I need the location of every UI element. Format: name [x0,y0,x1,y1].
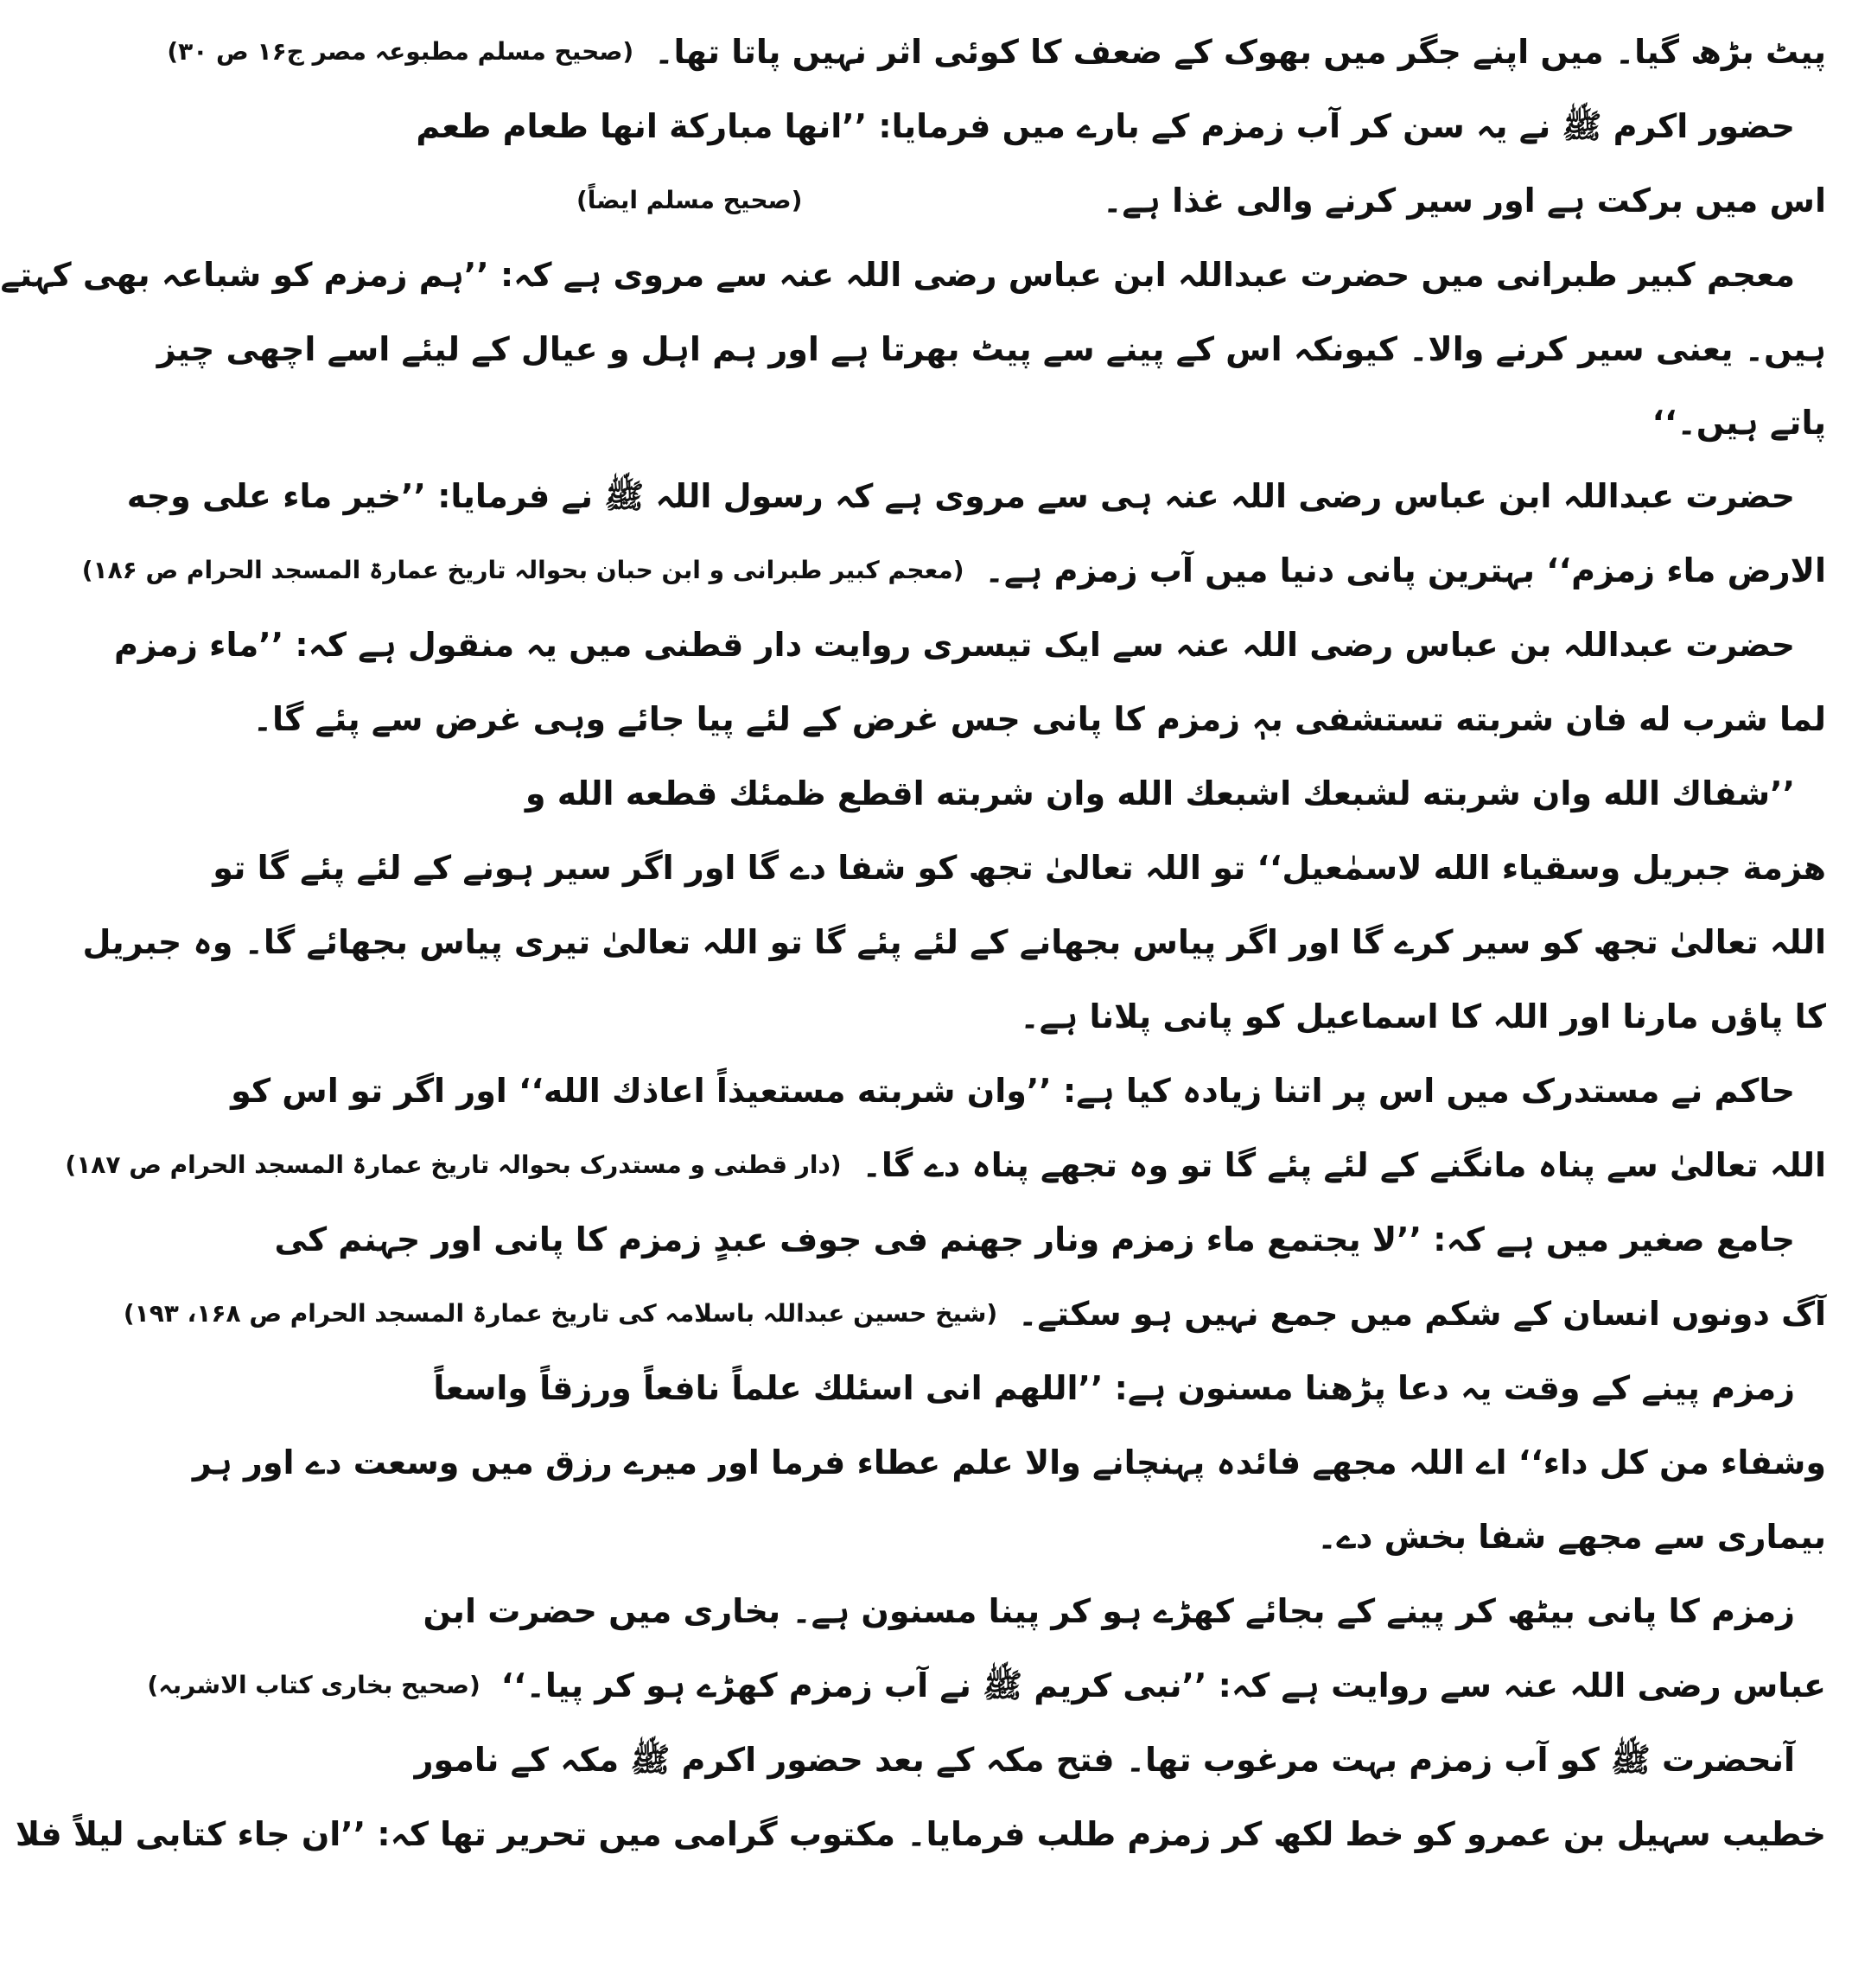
text-line [65,1136,1826,1195]
line-text: معجم کبیر طبرانی میں حضرت عبداللہ ابن عباس رضی اللہ عنہ سے مروی ہے کہ: ’’ہم زمزم کو شباعہ بھی کہتے [0,256,1795,294]
text-line [414,1730,1826,1789]
text-line [231,1061,1826,1120]
text-line [15,1805,1826,1864]
line-text: زمزم کا پانی بیٹھ کر پینے کے بجائے کھڑے ہو کر پینا مسنون ہے۔ بخاری میں حضرت ابن [423,1592,1795,1630]
line-text: الارض ماء زمزم‘‘ بہترین پانی دنیا میں آب زمزم ہے۔ [984,551,1826,589]
text-line [147,1656,1826,1715]
line-text: اللہ تعالیٰ سے پناہ مانگنے کے لئے پئے گا تو وہ تجھے پناہ دے گا۔ [862,1146,1826,1184]
line-text: وشفاء من كل داء‘‘ اے اللہ مجھے فائدہ پہنچانے والا علم عطاء فرما اور میرے رزق میں وسعت دے اور ہر [192,1443,1826,1481]
line-text: آگ دونوں انسان کے شکم میں جمع نہیں ہو سکتے۔ [1018,1295,1826,1333]
line-text: بیماری سے مجھے شفا بخش دے۔ [1317,1518,1826,1556]
text-line [126,467,1826,526]
line-text: ہیں۔ یعنی سیر کرنے والا۔ کیونکہ اس کے پینے سے پیٹ بھرتا ہے اور ہم اہل و عیال کے لیئے اسے اچھی چیز [156,330,1826,368]
line-text: حضرت عبداللہ ابن عباس رضی اللہ عنہ ہی سے مروی ہے کہ رسول اللہ ﷺ نے فرمایا: ’’خير ماء على وجه [126,477,1795,515]
text-line [167,22,1826,81]
text-line [156,320,1826,379]
text-line [274,1210,1826,1269]
line-text: آنحضرت ﷺ کو آب زمزم بہت مرغوب تھا۔ فتح مکہ کے بعد حضور اکرم ﷺ مکہ کے نامور [414,1741,1795,1779]
citation-reference: (دار قطنی و مستدرک بحوالہ تاریخ عمارۃ المسجد الحرام ص ۱۸۷) [65,1150,842,1179]
text-line [433,1359,1826,1418]
line-text: اللہ تعالیٰ تجھ کو سیر کرے گا اور اگر پیاس بجھانے کے لئے پئے گا تو اللہ تعالیٰ تیری پیاس بجھائے گا۔ وہ جبریل [82,923,1826,961]
citation-reference: (معجم کبیر طبرانی و ابن حبان بحوالہ تاریخ عمارۃ المسجد الحرام ص ۱۸۶) [81,556,964,584]
line-text: زمزم پینے کے وقت یہ دعا پڑھنا مسنون ہے: ’’اللهم انى اسئلك علماً نافعاً ورزقاً واسعاً [433,1369,1795,1407]
citation-reference: (صحیح بخاری کتاب الاشربہ) [147,1671,481,1699]
line-text: حاکم نے مستدرک میں اس پر اتنا زیادہ کیا ہے: ’’وان شربته مستعيذاً اعاذك الله‘‘ اور اگر تو اس کو [231,1072,1795,1110]
text-line [576,171,1826,230]
citation-reference: (صحیح مسلم ایضاً) [576,186,803,214]
text-line [423,1582,1826,1641]
text-line [192,1433,1826,1492]
text-line [0,245,1826,304]
text-line [213,838,1826,897]
citation-reference: (صحیح مسلم مطبوعہ مصر ج۱۶ ص ۳۰) [167,37,634,66]
line-text: پاتے ہیں۔‘‘ [1652,404,1826,442]
text-line [576,1507,1826,1566]
text-line [416,97,1826,156]
line-text: پیٹ بڑھ گیا۔ میں اپنے جگر میں بھوک کے ضعف کا کوئی اثر نہیں پاتا تھا۔ [654,33,1826,71]
line-text: کا پاؤں مارنا اور اللہ کا اسماعیل کو پانی پلانا ہے۔ [1020,997,1826,1035]
text-line [123,1284,1826,1343]
line-text: جامع صغیر میں ہے کہ: ’’لا يجتمع ماء زمزم ونار جهنم فى جوف عبدٍ زمزم کا پانی اور جہنم کی [274,1220,1795,1258]
text-line [82,913,1826,972]
text-line [113,615,1826,674]
line-text: حضور اکرم ﷺ نے یہ سن کر آب زمزم کے بارے میں فرمایا: ’’انها مباركة انها طعام طعم [416,107,1795,145]
text-line [576,987,1826,1046]
line-text: حضرت عبداللہ بن عباس رضی اللہ عنہ سے ایک تیسری روایت دار قطنی میں یہ منقول ہے کہ: ’’ماء زمزم [113,626,1795,664]
line-text: ’’شفاك الله وان شربته لشبعك اشبعك الله وان شربته اقطع ظمئك قطعه الله و [525,774,1795,812]
text-line [81,541,1826,600]
line-text: عباس رضی اللہ عنہ سے روایت ہے کہ: ’’نبی کریم ﷺ نے آب زمزم کھڑے ہو کر پیا۔‘‘ [500,1666,1826,1704]
line-text: خطیب سہیل بن عمرو کو خط لکھ کر زمزم طلب فرمایا۔ مکتوب گرامی میں تحریر تھا کہ: ’’ان جاء كتابى ليلاً فلا [15,1815,1826,1853]
text-line [525,764,1826,823]
line-text: اس میں برکت ہے اور سیر کرنے والی غذا ہے۔ [1103,182,1826,220]
line-text: هزمة جبريل وسقياء الله لاسمٰعيل‘‘ تو اللہ تعالیٰ تجھ کو شفا دے گا اور اگر سیر ہونے کے لئے پئے گا تو [213,849,1826,887]
text-line [576,393,1826,452]
text-line [252,690,1826,749]
line-text: لما شرب له فان شربته تستشفى بہٖ زمزم کا پانی جس غرض کے لئے پیا جائے وہی غرض سے پئے گا۔ [252,700,1826,738]
citation-reference: (شیخ حسین عبداللہ باسلامہ کی تاریخ عمارۃ المسجد الحرام ص ۱۶۸، ۱۹۳) [123,1299,998,1328]
